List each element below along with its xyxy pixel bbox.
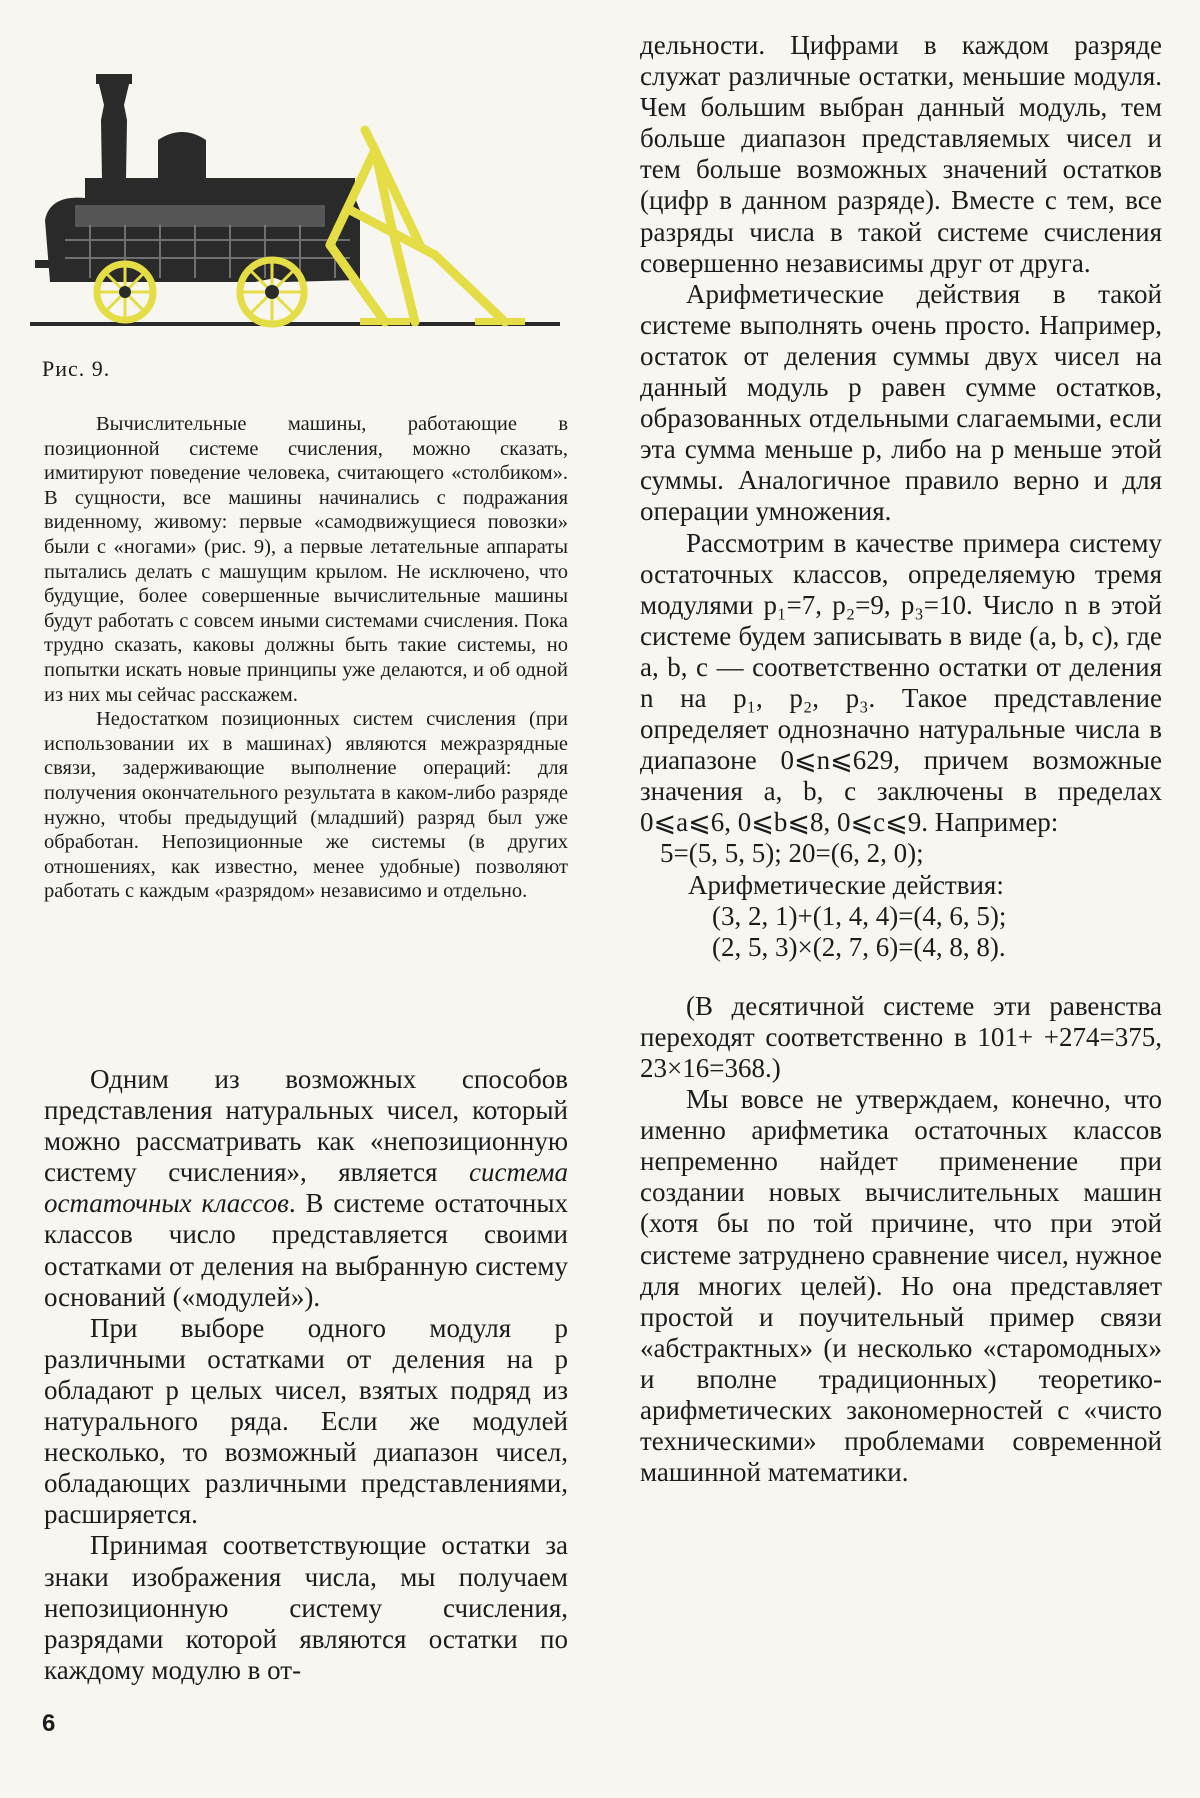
arithmetic-equation: (2, 5, 3)×(2, 7, 6)=(4, 8, 8). [712,931,1006,962]
figure-caption: Рис. 9. [42,356,111,381]
page-number: 6 [42,1710,56,1737]
sidebar-note [44,412,568,904]
example-equation: 5=(5, 5, 5); 20=(6, 2, 0); [660,838,924,869]
main-text-right-column [640,30,1162,1488]
paragraph-digits: Принимая соответствующие остатки за знаки изображения числа, мы получаем непозиционную систему счисления, разрядами которой являются остатки по каждому модулю в от- [44,1530,568,1685]
main-text-left-column [44,1064,568,1686]
arithmetic-label: Арифметические действия: [688,869,1004,900]
paragraph-continuation: дельности. Цифрами в каждом разряде служат различные остатки, меньшие модуля. Чем большим выбран данный модуль, тем больше диапазон представляемых чисел и тем больше возможных значений остатков (цифр в данном разряде). Вместе с тем, все разряды числа в такой системе счисления совершенно независимы друг от друга. [640,30,1162,278]
steam-dome [158,132,206,180]
definition-text-before: Одним из возможных способов представления натуральных чисел, который можно рассматривать как «непозиционную систему счисления», является [44,1064,568,1188]
paragraph-arithmetic: Арифметические действия в такой системе выполнять очень просто. Например, остаток от деления суммы двух чисел на данный модуль p равен сумме остатков, образованных отдельными слагаемыми, если эта сумма меньше p, либо на p меньше этой суммы. Аналогичное правило верно и для операции умножения. [640,278,1162,527]
definition-text-after: . В системе остаточных классов число представляется своими остатками от деления на выбранную систему оснований («модулей»). [44,1188,568,1312]
arithmetic-equation: (3, 2, 1)+(1, 4, 4)=(4, 6, 5); [712,900,1007,931]
sidebar-paragraph: Недостатком позиционных систем счисления (при использовании их в машинах) являются межразрядные связи, задерживающие выполнение операций: для получения окончательного результата в каком-либо разряде нужно, чтобы предыдущий (младший) разряд был уже обработан. Непозиционные же системы (в других отношениях, как известно, менее удобные) позволяют работать с каждым «разрядом» независимо и отдельно. [44,708,568,903]
sidebar-paragraph: Вычислительные машины, работающие в позиционной системе счисления, можно сказать, имитируют поведение человека, считающего «столбиком». В сущности, все машины начинались с подражания виденному, живому: первые «самодвижущиеся повозки» были с «ногами» (рис. 9), а первые летательные аппараты пытались делать с машущим крылом. Не исключено, что будущие, более совершенные вычислительные машины будут работать с совсем иными системами счисления. Пока трудно сказать, каковы должны быть такие системы, но попытки искать новые принципы уже делаются, и об одной из них мы сейчас расскажем. [44,413,568,706]
paragraph-decimal: (В десятичной системе эти равенства переходят соответственно в 101+ +274=375, 23×16=368.) [640,990,1162,1083]
paragraph-example: Рассмотрим в качестве примера систему остаточных классов, определяемую тремя модулями p₁=7, p₂=9, p₃=10. Число n в этой системе будем записывать в виде (a, b, c), где a, b, c — соответственно остатки от деления n на p₁, p₂, p₃. Такое представление определяет однозначно натуральные числа в диапазоне 0⩽n⩽629, причем возможные значения a, b, c заключены в пределах 0⩽a⩽6, 0⩽b⩽8, 0⩽c⩽9. Например: [640,527,1162,838]
term-residue-system: система остаточных классов [44,1157,568,1219]
paragraph-conclusion: Мы вовсе не утверждаем, конечно, что именно арифметика остаточных классов непременно найдет применение при создании новых вычислительных машин (хотя бы по той причине, что при этой системе затруднено сравнение чисел, нужное для многих целей). Но она представляет простой и поучительный пример связи «абстрактных» (и несколько «старомодных» и вполне традиционных) теоретико-арифметических закономерностей с «чисто техническими» проблемами современной машинной математики. [640,1084,1163,1488]
paragraph-single-modulus: При выборе одного модуля p различными остатками от деления на p обладают p целых чисел, взятых подряд из натурального ряда. Если же модулей несколько, то возможный диапазон чисел, обладающих различными представлениями, расширяется. [44,1312,568,1530]
paragraph-definition [44,1064,568,1313]
steam-locomotive-illustration [30,60,560,340]
smokestack [98,80,130,180]
